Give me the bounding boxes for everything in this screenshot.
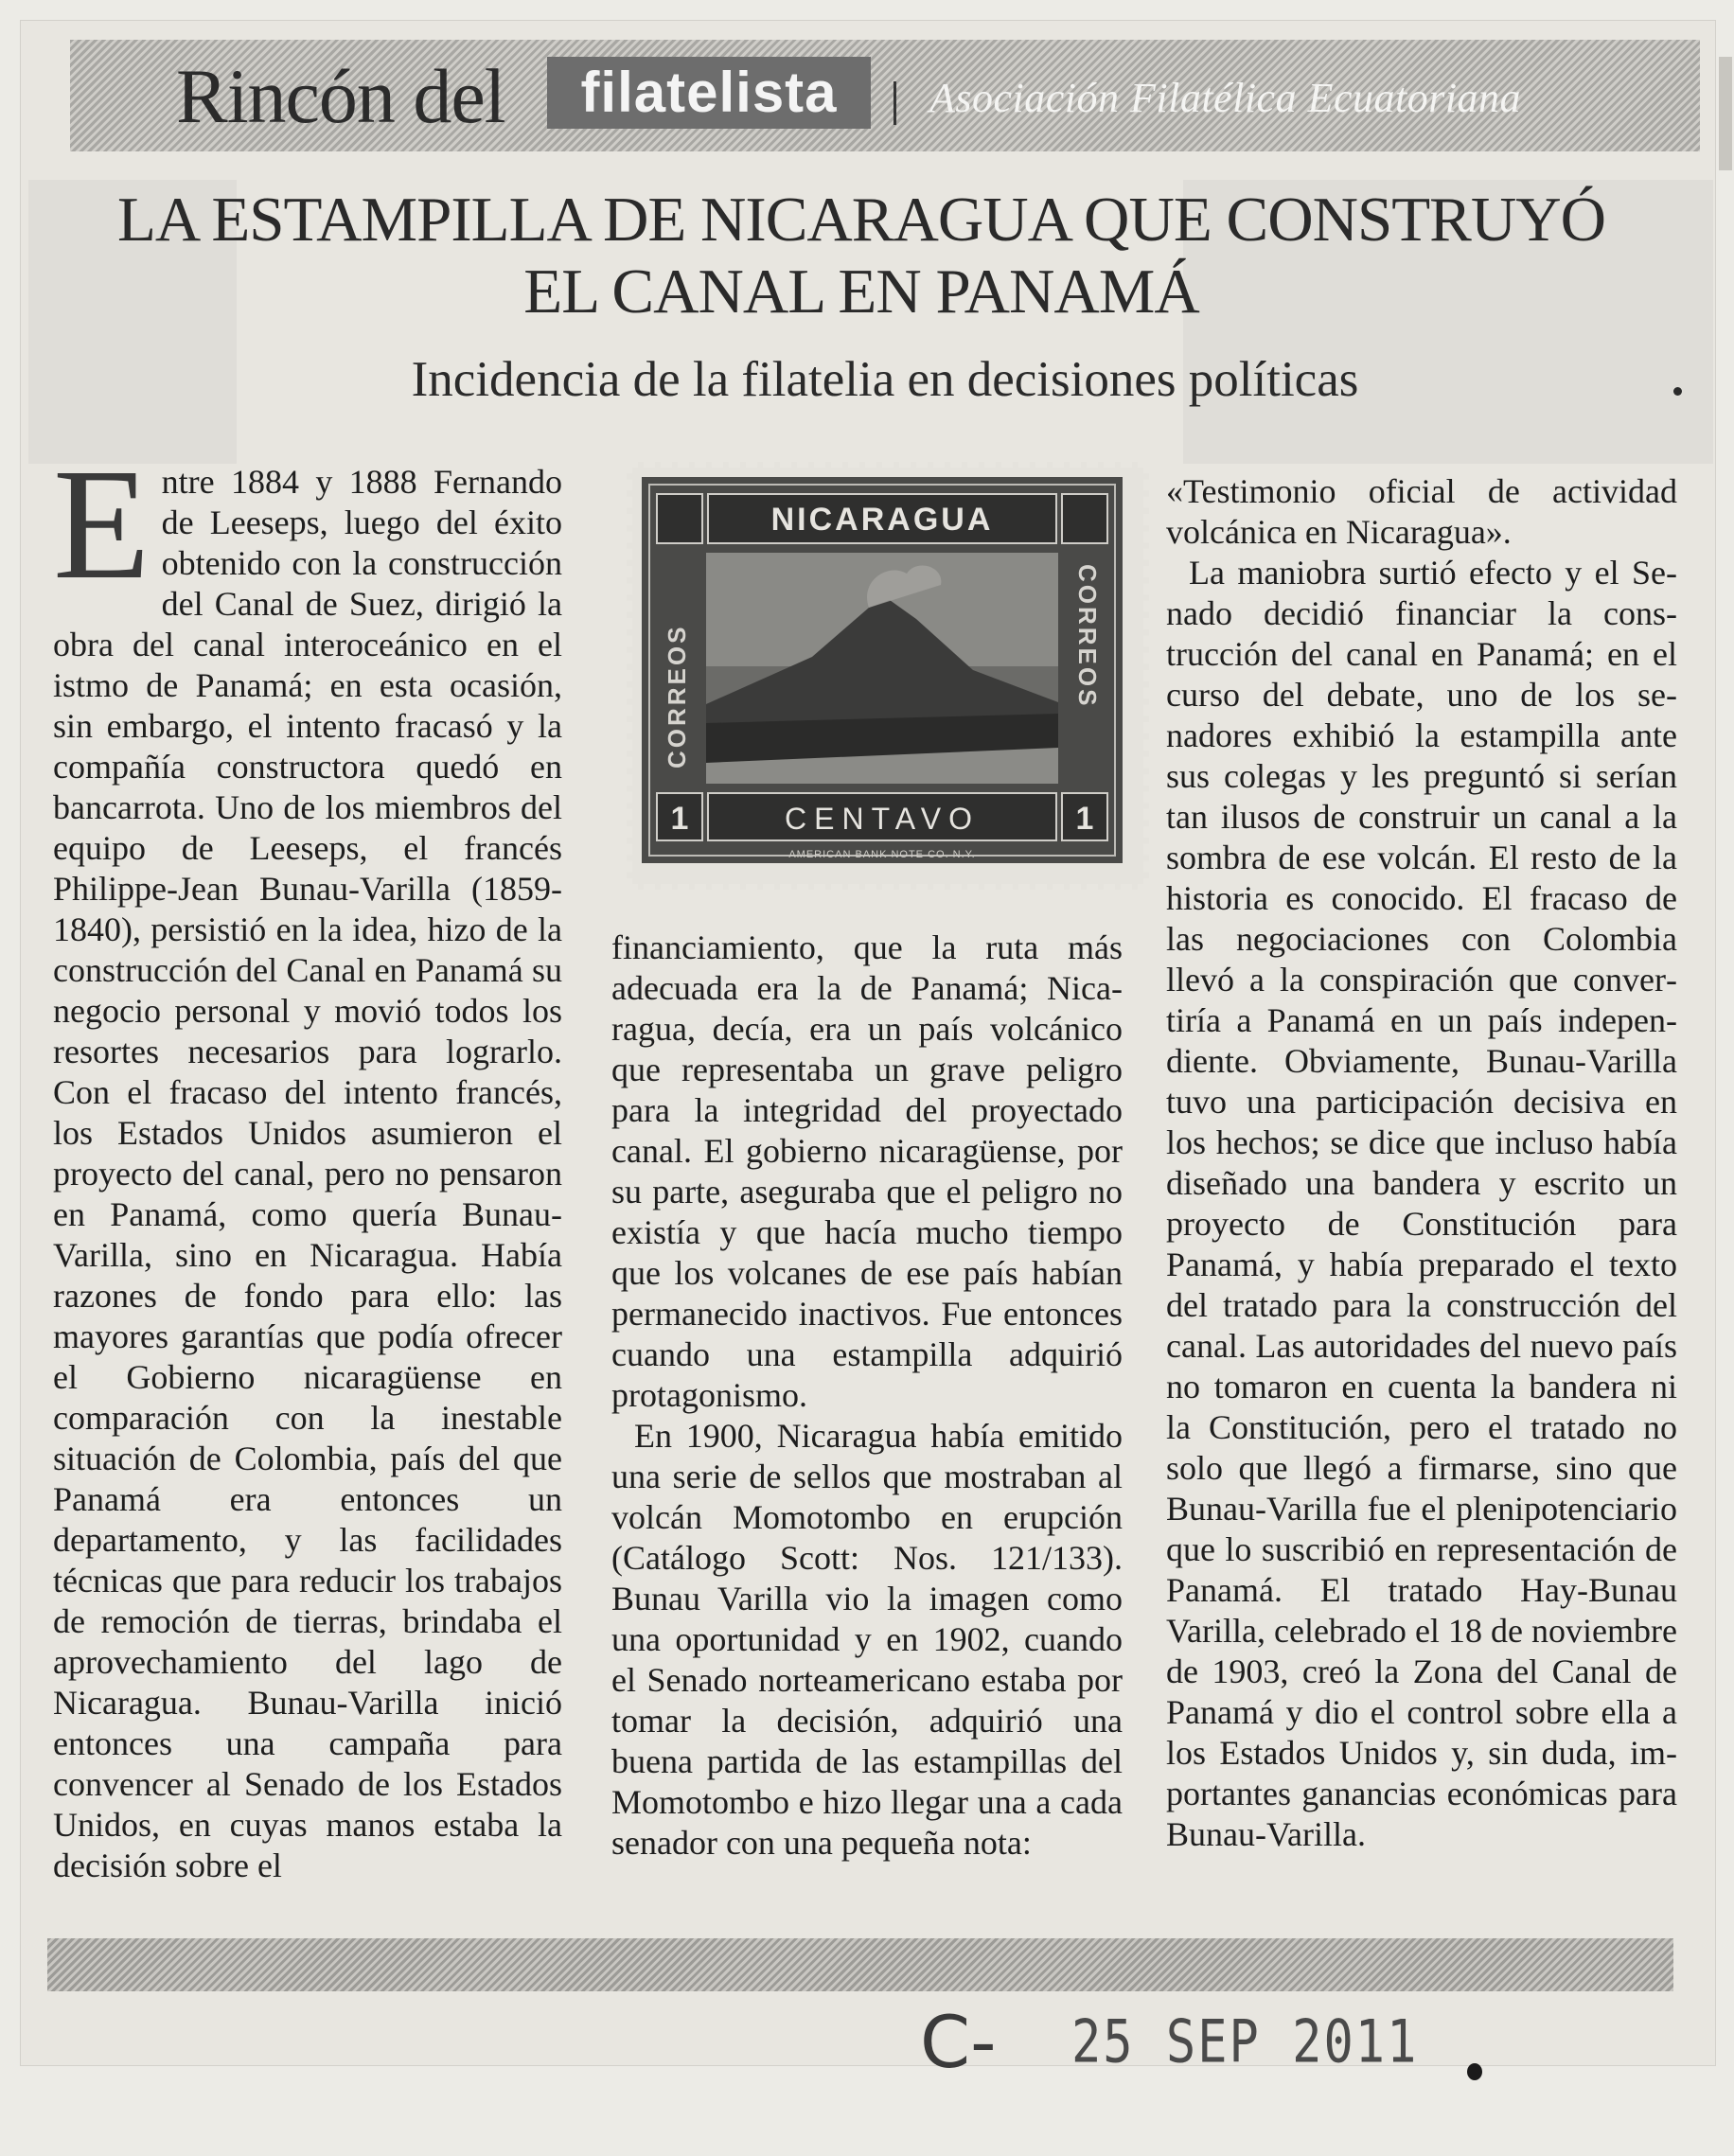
article-column-3 — [1166, 471, 1677, 1855]
stamp-value-right: 1 — [1075, 801, 1094, 837]
paragraph: La maniobra surtió efecto y el Senado decidió financiar la construcción del canal en Panamá; en el curso del debate, uno de los senadores exhibió la estampilla ante sus colegas y les preguntó si serían tan ilusos de construir un canal a la sombra de ese volcán. El resto de la historia es conocido. El fracaso de las negociaciones con Colombia llevó a la conspiración que convertiría a Panamá en un país independiente. Obviamente, Bunau-Varilla tuvo una participación decisiva en los hechos; se dice que incluso había diseñado una bandera y escrito un proyecto de Constitución para Panamá, y había preparado el texto del tratado para la construcción del canal. Las autoridades del nuevo país no tomaron en cuenta la bandera ni la Constitución, pero el tratado no solo que llegó a firmarse, sino que Bunau-Varilla fue el plenipotenciario que lo suscribió en representación de Panamá. El tratado Hay-Bunau Varilla, celebrado el 18 de noviembre de 1903, creó la Zona del Canal de Panamá y dio el control sobre ella a los Estados Unidos y, sin duda, importantes ganancias económicas para Bunau-Varilla. — [1166, 554, 1677, 1853]
date-stamp: 25 SEP 2011 — [1071, 2008, 1419, 2076]
section-title-highlight-box — [547, 57, 871, 129]
article-column-2 — [611, 928, 1123, 1864]
section-title-prefix: Rincón del — [176, 53, 505, 139]
paragraph: «Testimonio oficial de actividad volcánica en Nicaragua». — [1166, 472, 1677, 551]
paragraph: financiamiento, que la ruta más adecuada era la de Panamá; Nicaragua, decía, era un país volcánico que representaba un grave peligro para la integridad del proyectado canal. El gobierno nicaragüense, por su parte, aseguraba que el peligro no existía y que hacía mucho tiempo que los volcanes de ese país habían permanecido inactivos. Fue entonces cuando una estampilla adquirió protagonismo. — [611, 928, 1123, 1414]
headline-line-2: EL CANAL EN PANAMÁ — [523, 256, 1199, 327]
stamp-value-text: CENTAVO — [785, 802, 980, 836]
section-title-highlight: filatelista — [580, 61, 838, 124]
publisher-name: Asociación Filatélica Ecuatoriana — [929, 75, 1522, 121]
paragraph-text: ntre 1884 y 1888 Fernando de Leeseps, luego del éxito obtenido con la construcción del Canal de Suez, dirigió la obra del canal interoceánico en el istmo de Panamá; en esta ocasión, sin embargo, el intento fracasó y la compañía constructora quedó en bancarrota. Uno de los miembros del equipo de Leeseps, el francés Philippe-Jean Bunau-Varilla (1859-1840), persistió en la idea, hizo de la construcción del Canal en Panamá su negocio personal y movió todos los resortes necesarios para lograrlo. Con el fracaso del intento francés, los Estados Unidos asumieron el proyecto del canal, pero no pensaron en Panamá, como quería Bunau-Varilla, sino en Nicaragua. Había razones de fondo para ello: las mayores garantías que podía ofrecer el Gobierno nicaragüense en comparación con la inestable situación de Colombia, país del que Panamá era entonces un departamento, y las facilidades técnicas que para reducir los trabajos de remoción de tierras, brindaba el aprovechamiento del lago de Nicaragua. Bunau-Varilla inició entonces una campaña para convencer al Senado de los Estados Unidos, en cuyas manos estaba la decisión sobre el — [53, 463, 562, 1884]
stamp-side-right: CORREOS — [1073, 564, 1102, 709]
nicaragua-stamp-image — [627, 462, 1149, 890]
stamp-country: NICARAGUA — [770, 502, 994, 538]
stamp-illustration — [632, 468, 1132, 873]
stamp-side-left: CORREOS — [663, 624, 691, 769]
drop-cap: E — [53, 436, 150, 612]
stamp-printer-imprint: AMERICAN BANK NOTE CO. N.Y. — [788, 849, 976, 860]
article-subtitle: Incidencia de la filatelia en decisiones políticas — [411, 352, 1359, 407]
paragraph — [53, 436, 562, 1886]
paragraph: En 1900, Nicaragua había emitido una serie de sellos que mostraban al volcán Momotombo en erupción (Catálogo Scott: Nos. 121/133). Bunau Varilla vio la imagen como una oportunidad y en 1902, cuando el Senado norteamericano estaba por tomar la decisión, adquirió una buena partida de las estampillas del Momotombo e hizo llegar una a cada senador con una pequeña nota: — [611, 1417, 1123, 1862]
page-edge-fragment — [1719, 57, 1732, 170]
footer-band — [47, 1938, 1673, 1991]
stamp-value-left: 1 — [670, 801, 689, 837]
article-column-1 — [53, 436, 562, 1886]
ink-dot — [1467, 2063, 1482, 2080]
bullet-dot — [1673, 387, 1682, 396]
handwritten-mark: C- — [920, 2000, 997, 2084]
article-headline — [114, 184, 1609, 327]
header-divider — [894, 81, 896, 125]
headline-line-1: LA ESTAMPILLA DE NICARAGUA QUE CONSTRUYÓ — [117, 185, 1605, 255]
